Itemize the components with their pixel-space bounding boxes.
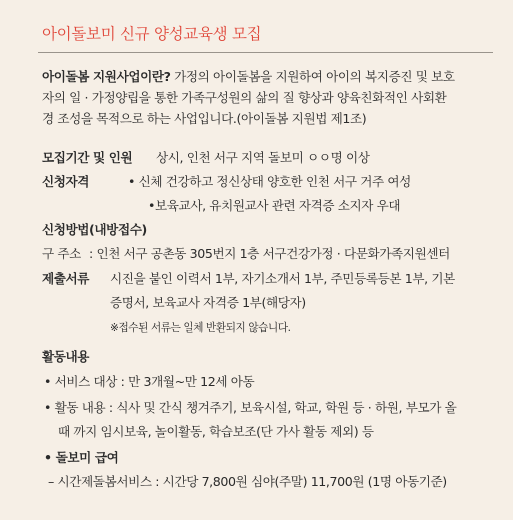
activity-content-line-2: 때 까지 임시보육, 놀이활동, 학습보조(단 가사 활동 제외) 등 xyxy=(58,424,374,439)
period-value: 상시, 인천 서구 지역 돌보미 ㅇㅇ명 이상 xyxy=(156,150,370,165)
activity-target: • 서비스 대상 : 만 3개월~만 12세 아동 xyxy=(44,374,255,389)
intro-line-1 xyxy=(42,66,498,87)
address-value: : 인천 서구 공촌동 305번지 1층 서구건강가정 · 다문화가족지원센터 xyxy=(89,246,450,261)
period-label: 모집기간 및 인원 xyxy=(42,150,133,165)
docs-note: ※접수된 서류는 일체 반환되지 않습니다. xyxy=(110,322,291,334)
pay-heading: • 돌보미 급여 xyxy=(44,450,119,465)
intro-lead: 아이돌봄 지원사업이란? xyxy=(42,69,171,84)
intro-line-2: 자의 일 · 가정양립을 통한 가족구성원의 삶의 질 향상과 양육친화적인 사회환 xyxy=(42,90,447,105)
intro-line-1-rest: 가정의 아이돌봄을 지원하여 아이의 복지증진 및 보호 xyxy=(170,69,455,84)
activity-content-line-1: • 활동 내용 : 식사 및 간식 챙겨주기, 보육시설, 학교, 학원 등 · 하원, 부모가 올 xyxy=(44,400,457,415)
activity-heading: 활동내용 xyxy=(42,349,90,364)
qualification-item-2: •보육교사, 유치원교사 관련 자격증 소지자 우대 xyxy=(148,198,401,213)
pay-detail: – 시간제돌봄서비스 : 시간당 7,800원 심야(주말) 11,700원 (1명 아동기준) xyxy=(48,474,447,489)
qualification-item-1: • 신체 건강하고 정신상태 양호한 인천 서구 거주 여성 xyxy=(128,174,411,189)
title-divider xyxy=(38,52,493,53)
intro-paragraph xyxy=(42,66,498,129)
intro-line-3: 경 조성을 목적으로 하는 사업입니다.(아이돌봄 지원법 제1조) xyxy=(42,111,367,126)
docs-label: 제출서류 xyxy=(42,271,90,286)
apply-heading: 신청방법(내방접수) xyxy=(42,222,147,237)
docs-line-1: 시진을 붙인 이력서 1부, 자기소개서 1부, 주민등록등본 1부, 기본 xyxy=(110,271,455,286)
page-title: 아이돌보미 신규 양성교육생 모집 xyxy=(42,25,262,43)
docs-line-2: 증명서, 보육교사 자격증 1부(해당자) xyxy=(110,295,306,310)
qualification-label: 신청자격 xyxy=(42,174,90,189)
address-label: 구 주소 xyxy=(42,246,81,261)
